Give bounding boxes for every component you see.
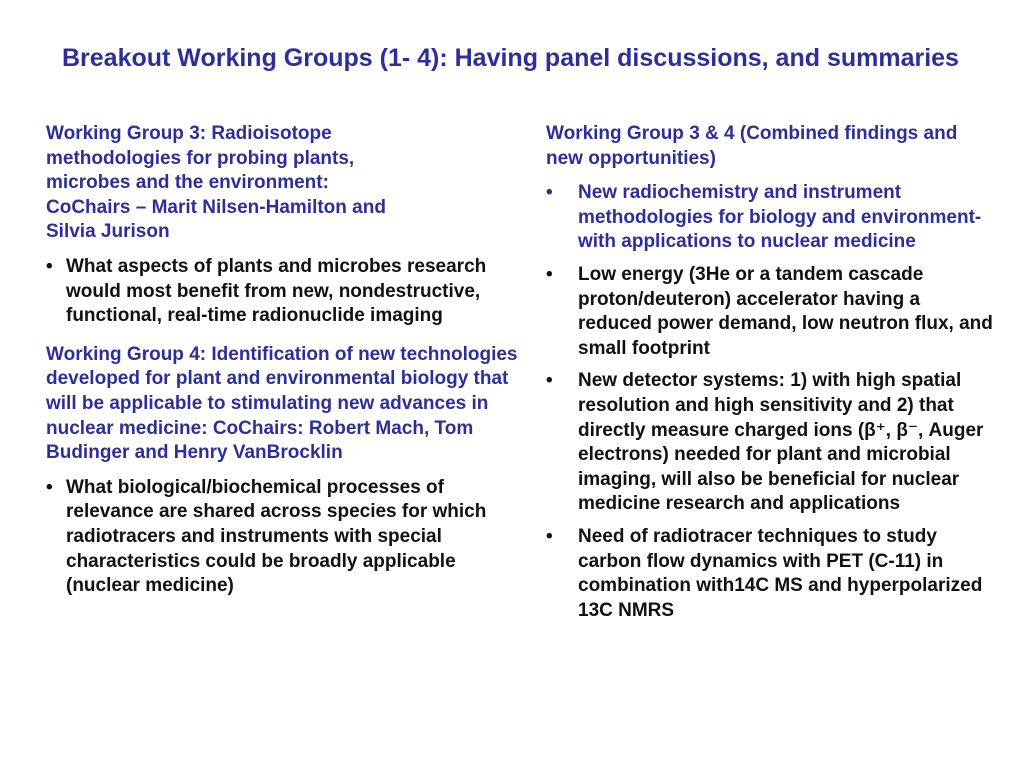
wg3-heading-line: CoChairs – Marit Nilsen-Hamilton and: [46, 196, 386, 218]
wg3-bullet-list: [46, 255, 524, 329]
wg3-heading-line: Silvia Jurison: [46, 221, 170, 243]
wg3-heading-line: methodologies for probing plants,: [46, 147, 355, 169]
wg3-bullet: • What aspects of plants and microbes research would most benefit from new, nondestructive, functional, real-time radionuclide imaging: [46, 255, 524, 329]
wg3-heading-line: Working Group 3: Radioisotope: [46, 123, 332, 144]
combined-bullet: • New detector systems: 1) with high spatial resolution and high sensitivity and 2) that directly measure charged ions (β⁺, β⁻, Auger electrons) needed for plant and microbial imaging, will also be beneficial for nuclear medicine research and applications: [546, 369, 998, 517]
wg3-heading-line: microbes and the environment:: [46, 172, 329, 194]
slide-title: Breakout Working Groups (1- 4): Having panel discussions, and summaries: [62, 44, 959, 72]
wg4-bullet: • What biological/biochemical processes of relevance are shared across species for which radiotracers and instruments with special characteristics could be broadly applicable (nuclear medicine): [46, 476, 524, 599]
right-column: [546, 122, 998, 631]
wg4-bullet-list: [46, 476, 524, 599]
combined-bullet: • Low energy (3He or a tandem cascade proton/deuteron) accelerator having a reduced power demand, low neutron flux, and small footprint: [546, 263, 998, 361]
combined-bullet-list: [546, 181, 998, 623]
left-column: [46, 122, 524, 613]
wg4-heading: Working Group 4: Identification of new technologies developed for plant and environmental biology that will be applicable to stimulating new advances in nuclear medicine: CoChairs: Robert Mach, Tom Budinger and Henry VanBrocklin: [46, 343, 518, 464]
wg3-heading: [46, 122, 524, 245]
combined-bullet: • New radiochemistry and instrument methodologies for biology and environment- with applications to nuclear medicine: [546, 181, 998, 255]
combined-heading: Working Group 3 & 4 (Combined findings and new opportunities): [546, 123, 958, 169]
combined-bullet: • Need of radiotracer techniques to study carbon flow dynamics with PET (C-11) in combination with14C MS and hyperpolarized 13C NMRS: [546, 525, 998, 623]
